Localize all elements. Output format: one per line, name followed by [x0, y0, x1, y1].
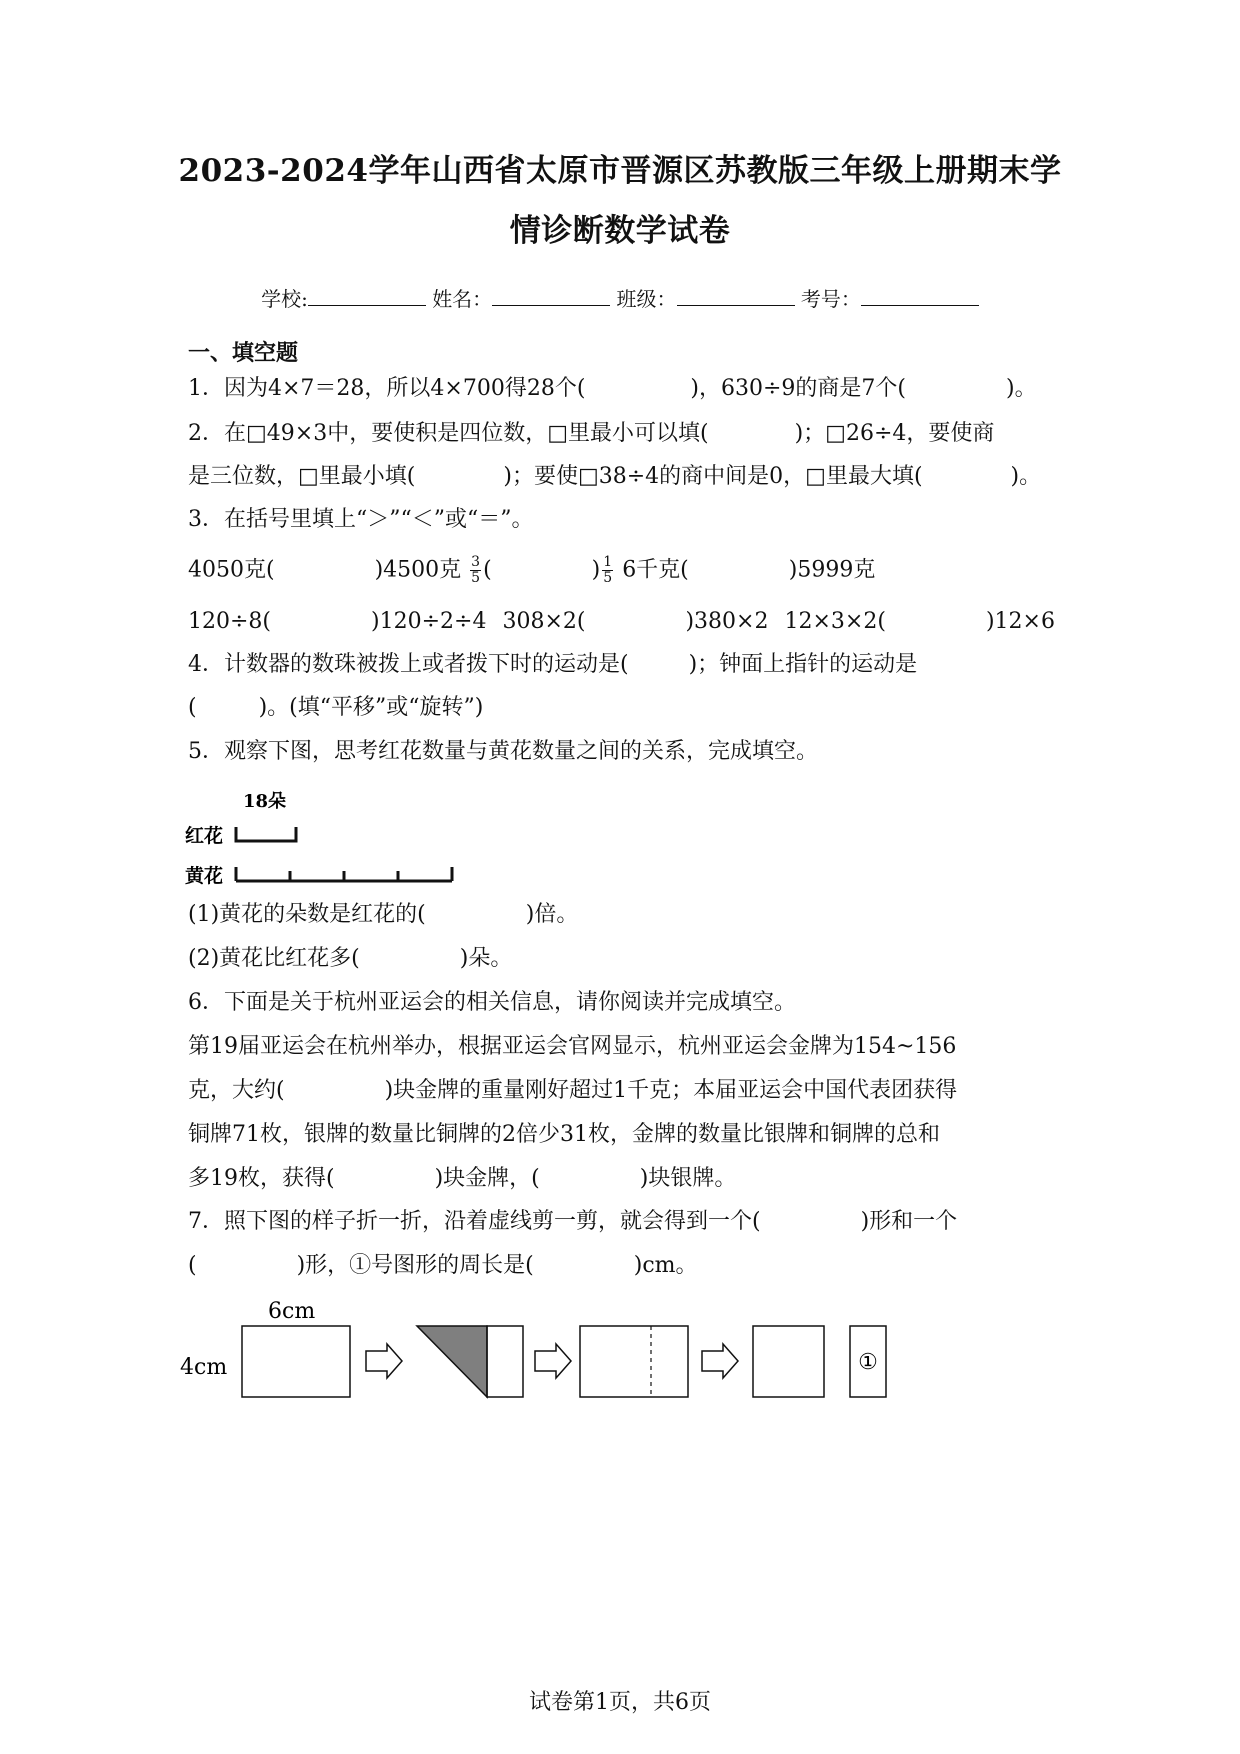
- question-3-row1: 4050克( )4500克 $\frac{3}{5}$ ( ) $\frac{1}{5}$ 6千克( )5999克: [188, 554, 876, 586]
- q2-text-d: )；要使□38÷4的商中间是0，□里最大填(: [503, 464, 923, 489]
- red-flower-bar: [236, 827, 296, 841]
- question-6-prompt: 6．下面是关于杭州亚运会的相关信息，请你阅读并完成填空。: [188, 990, 796, 1015]
- piece-1-label: ①: [858, 1350, 878, 1375]
- question-6-para-line3: 铜牌71枚，银牌的数量比铜牌的2倍少31枚，金牌的数量比银牌和铜牌的总和: [188, 1122, 940, 1147]
- question-5-sub2: [188, 944, 512, 974]
- question-2-line2: [188, 462, 1041, 492]
- q3-text-c: 6千克(: [622, 557, 689, 583]
- question-6-para-line2: [188, 1076, 957, 1106]
- q4-text-b: )；钟面上指针的运动是: [688, 652, 918, 677]
- question-5-prompt: 5．观察下图，思考红花数量与黄花数量之间的关系，完成填空。: [188, 739, 818, 764]
- q7-text-c: (: [188, 1253, 197, 1278]
- q3-text-d: )5999克: [788, 557, 876, 583]
- q2-text-c: 是三位数，□里最小填(: [188, 464, 416, 489]
- height-label: 4cm: [180, 1355, 228, 1380]
- question-2-line1: [188, 419, 994, 449]
- q5-text-d: )朵。: [459, 946, 513, 971]
- exam-number-label: 考号：: [800, 287, 861, 311]
- q3-text-a: 4050克(: [188, 557, 275, 583]
- question-4-line1: [188, 650, 917, 680]
- q6-text-b: )块金牌的重量刚好超过1千克；本届亚运会中国代表团获得: [384, 1078, 958, 1103]
- q3-text-g: 308×2(: [502, 609, 586, 634]
- question-1: [188, 374, 1037, 404]
- q5-text-a: (1)黄花的朵数是红花的(: [188, 902, 426, 927]
- exam-title-line2: 情诊断数学试卷: [509, 213, 731, 249]
- count-label: 18朵: [243, 791, 287, 812]
- page-footer: 试卷第1页，共6页: [529, 1690, 711, 1715]
- q7-text-a: 7．照下图的样子折一折，沿着虚线剪一剪，就会得到一个(: [188, 1209, 761, 1234]
- q3-text-b: )4500克: [374, 557, 462, 583]
- q6-text-a: 克，大约(: [188, 1078, 285, 1103]
- folded-strip: [487, 1326, 523, 1397]
- unfolded-rectangle: [580, 1326, 688, 1397]
- q3-text-e: 120÷8(: [188, 609, 272, 634]
- q3-text-h: )380×2: [685, 609, 769, 634]
- width-label: 6cm: [268, 1299, 316, 1324]
- q3-text-j: )12×6: [985, 609, 1055, 634]
- folded-triangle: [417, 1326, 487, 1397]
- question-7-line1: [188, 1207, 957, 1237]
- q2-text-a: 2．在□49×3中，要使积是四位数，□里最小可以填(: [188, 421, 709, 446]
- result-square: [753, 1326, 824, 1397]
- class-label: 班级：: [616, 287, 677, 311]
- q7-text-e: )cm。: [633, 1253, 698, 1278]
- flower-segment-diagram: [185, 785, 465, 890]
- q2-text-e: )。: [1010, 464, 1042, 489]
- q5-text-b: )倍。: [525, 902, 579, 927]
- q6-text-d: )块金牌，(: [434, 1166, 540, 1191]
- question-6-para-line4: [188, 1164, 736, 1194]
- section-heading: 一、填空题: [188, 340, 299, 366]
- yellow-flower-label: 黄花: [185, 865, 224, 887]
- exam-title-line1: 2023-2024学年山西省太原市晋源区苏教版三年级上册期末学: [178, 153, 1062, 189]
- exam-number-field[interactable]: [861, 283, 979, 306]
- q5-text-c: (2)黄花比红花多(: [188, 946, 360, 971]
- q4-text-a: 4．计数器的数珠被拨上或者拨下时的运动是(: [188, 652, 629, 677]
- school-field[interactable]: [308, 283, 426, 306]
- q1-text-b: )，630÷9的商是7个(: [690, 376, 907, 401]
- q1-text-a: 1．因为4×7＝28，所以4×700得28个(: [188, 376, 586, 401]
- q3-text-i: 12×3×2(: [784, 609, 886, 634]
- fold-cut-diagram: [180, 1290, 980, 1420]
- student-info-row: [0, 283, 1240, 312]
- question-3-prompt: 3．在括号里填上“＞”“＜”或“＝”。: [188, 507, 534, 532]
- q6-text-c: 多19枚，获得(: [188, 1166, 335, 1191]
- q4-text-d: )。(填“平移”或“旋转”): [258, 695, 484, 720]
- q4-text-c: (: [188, 695, 197, 720]
- name-label: 姓名：: [432, 287, 493, 311]
- class-field[interactable]: [677, 283, 795, 306]
- question-7-line2: [188, 1251, 698, 1281]
- question-5-sub1: [188, 900, 578, 930]
- name-field[interactable]: [492, 283, 610, 306]
- fraction-one-fifth: $\frac{1}{5}$: [603, 554, 613, 586]
- q3-text-f: )120÷2÷4: [371, 609, 487, 634]
- question-4-line2: [188, 693, 483, 723]
- school-label: 学校:: [261, 287, 308, 311]
- question-3-row2: [188, 607, 1055, 637]
- original-rectangle: [242, 1326, 350, 1397]
- arrow-icon-2: [535, 1344, 571, 1378]
- yellow-flower-bar: [236, 867, 452, 881]
- q2-text-b: )；□26÷4，要使商: [794, 421, 995, 446]
- q1-text-c: )。: [1006, 376, 1037, 401]
- question-6-para-line1: 第19届亚运会在杭州举办，根据亚运会官网显示，杭州亚运会金牌为154~156: [188, 1034, 957, 1059]
- q7-text-b: )形和一个: [860, 1209, 958, 1234]
- q7-text-d: )形，①号图形的周长是(: [296, 1253, 534, 1278]
- arrow-icon-1: [366, 1344, 402, 1378]
- red-flower-label: 红花: [185, 825, 224, 847]
- fraction-three-fifths: $\frac{3}{5}$: [471, 554, 481, 586]
- arrow-icon-3: [702, 1344, 738, 1378]
- q6-text-e: )块银牌。: [639, 1166, 737, 1191]
